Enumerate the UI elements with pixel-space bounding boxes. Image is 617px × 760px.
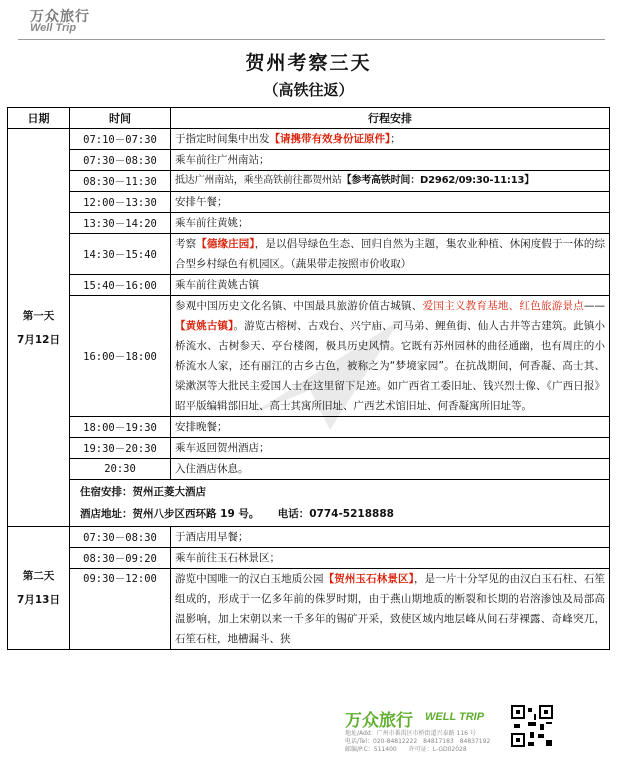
footer-phone: 电话/Tel：020-84812222 84817183 84837192 <box>345 738 491 745</box>
table-row <box>8 213 610 234</box>
plan-text: 考察 <box>175 238 197 250</box>
table-row <box>8 417 610 438</box>
table-row <box>8 527 610 548</box>
page-subtitle: （高铁往返） <box>263 81 354 99</box>
time-cell: 12:00－13:30 <box>70 192 171 213</box>
time-cell: 07:30－08:30 <box>70 150 171 171</box>
day-label: 第一天 <box>22 309 55 322</box>
hotel-address: 酒店地址：贺州八步区西环路 19 号。 <box>80 508 260 520</box>
plan-text: ，是一片十分罕见的由汉白玉石柱、石笙组成的，形成于一亿多年前的侏罗时期，由于燕山期地质的断裂和长期的岩溶渗蚀及局部高温影响，加上宋朝以来一千多年的锡矿开采，致使区域内地层峰从间石芽裸露、奇峰突兀，石笙石柱，地槽漏斗、狭 <box>175 573 606 645</box>
day-date: 7月13日 <box>17 594 60 606</box>
plan-cell <box>171 296 610 417</box>
hotel-phone: 电话：0774-5218888 <box>277 508 394 520</box>
table-row <box>8 569 610 650</box>
plan-text: 游览中国唯一的汉白玉地质公园 <box>175 573 324 585</box>
table-row <box>8 296 610 417</box>
footer-logo-en: WELL TRIP <box>425 711 485 723</box>
time-cell: 07:30－08:30 <box>70 527 171 548</box>
brand-logo-en: Well Trip <box>30 22 77 34</box>
plan-highlight: 【参考高铁时间：D2962/09:30-11:13】 <box>341 175 535 186</box>
plan-cell: 安排午餐； <box>171 192 610 213</box>
time-cell: 16:00－18:00 <box>70 296 171 417</box>
plan-cell: 乘车返回贺州酒店； <box>171 438 610 459</box>
plan-highlight: 【贺州玉石林景区】 <box>323 573 414 585</box>
plan-cell: 安排晚餐； <box>171 417 610 438</box>
table-row <box>8 192 610 213</box>
itinerary-table <box>7 107 610 650</box>
qr-code-icon <box>510 704 554 748</box>
plan-highlight: 【请携带有效身份证原件】 <box>269 133 391 145</box>
plan-text: 参观中国历史文化名镇、中国最具旅游价值古城镇、 <box>175 300 423 312</box>
plan-cell <box>171 234 610 275</box>
plan-cell <box>171 129 610 150</box>
table-row <box>8 129 610 150</box>
plan-cell: 于酒店用早餐； <box>171 527 610 548</box>
time-cell: 08:30－11:30 <box>70 171 171 192</box>
plan-text: 抵达广州南站，乘坐高铁前往都贺州站 <box>175 175 342 186</box>
day-label: 第二天 <box>22 570 55 582</box>
plan-cell: 乘车前往黄姚； <box>171 213 610 234</box>
time-cell: 09:30－12:00 <box>70 569 171 650</box>
plan-highlight: 【黄姚古镇】 <box>175 320 234 332</box>
day-date: 7月12日 <box>17 333 60 346</box>
plan-text: ，是以倡导绿色生态、回归自然为主题，集农业种植、休闲度假于一体的综合型乡村绿色有机园区。（蔬果带走按照市价收取） <box>175 238 606 270</box>
column-header-date: 日期 <box>8 108 70 129</box>
time-cell: 20:30 <box>70 459 171 480</box>
table-row <box>8 171 610 192</box>
time-cell: 15:40－16:00 <box>70 275 171 296</box>
time-cell: 13:30－14:20 <box>70 213 171 234</box>
plan-text: ； <box>390 133 401 145</box>
plan-highlight: 【德缘庄园】 <box>196 238 255 250</box>
table-header-row <box>8 108 610 129</box>
footer-address: 地址/Add：广州市番禺区市桥街道兴泰路 116 号 <box>345 730 476 737</box>
plan-cell: 乘车前往玉石林景区； <box>171 548 610 569</box>
day-cell-2 <box>8 527 70 650</box>
table-row <box>8 438 610 459</box>
plan-cell: 乘车前往广州南站； <box>171 150 610 171</box>
footer-contact <box>345 730 510 754</box>
header-divider <box>18 39 605 40</box>
plan-cell: 入住酒店休息。 <box>171 459 610 480</box>
plan-cell <box>171 569 610 650</box>
day-cell-1 <box>8 129 70 527</box>
plan-text: —— <box>584 300 606 312</box>
footer-postcode: 邮编/P.C：511400 许可证：L-GD02028 <box>345 746 467 753</box>
column-header-time: 时间 <box>70 108 171 129</box>
column-header-plan: 行程安排 <box>171 108 610 129</box>
plan-text: 于指定时间集中出发 <box>175 133 270 145</box>
page-header <box>0 0 617 40</box>
table-row <box>8 150 610 171</box>
accommodation-cell <box>70 480 610 527</box>
brand-logo-cn: 万众旅行 <box>30 9 90 25</box>
time-cell: 14:30－15:40 <box>70 234 171 275</box>
plan-cell <box>171 171 610 192</box>
time-cell: 08:30－09:20 <box>70 548 171 569</box>
table-row <box>8 234 610 275</box>
table-row <box>8 459 610 480</box>
table-row <box>8 275 610 296</box>
plan-cell: 乘车前往黄姚古镇 <box>171 275 610 296</box>
time-cell: 07:10－07:30 <box>70 129 171 150</box>
page-footer <box>0 700 617 760</box>
page-title: 贺州考察三天 <box>245 52 372 74</box>
plan-text: 。游览古榕树、古戏台、兴宁庙、司马弟、鲤鱼街、仙人古井等古建筑。此镇小桥流水、古树参天、亭台楼阁，极具历史风情。它既有苏州园林的曲径通幽，也有周庄的小桥流水人家，还有丽江的古乡古色，被称之为“梦境家园”。在抗战期间，何香凝、高士其、梁漱溟等大批民主爱国人士在这里留下足迹。如广西省工委旧址、钱兴烈士像、《广西日报》昭平版编辑部旧址、高士其寓所旧址、广西艺术馆旧址、何香凝寓所旧址等。 <box>175 320 606 412</box>
plan-highlight: 爱国主义教育基地、红色旅游景点 <box>422 300 585 312</box>
hotel-name: 住宿安排：贺州正菱大酒店 <box>80 486 206 498</box>
footer-logo-cn: 万众旅行 <box>345 711 413 731</box>
time-cell: 19:30－20:30 <box>70 438 171 459</box>
accommodation-row <box>8 480 610 527</box>
table-row <box>8 548 610 569</box>
time-cell: 18:00－19:30 <box>70 417 171 438</box>
